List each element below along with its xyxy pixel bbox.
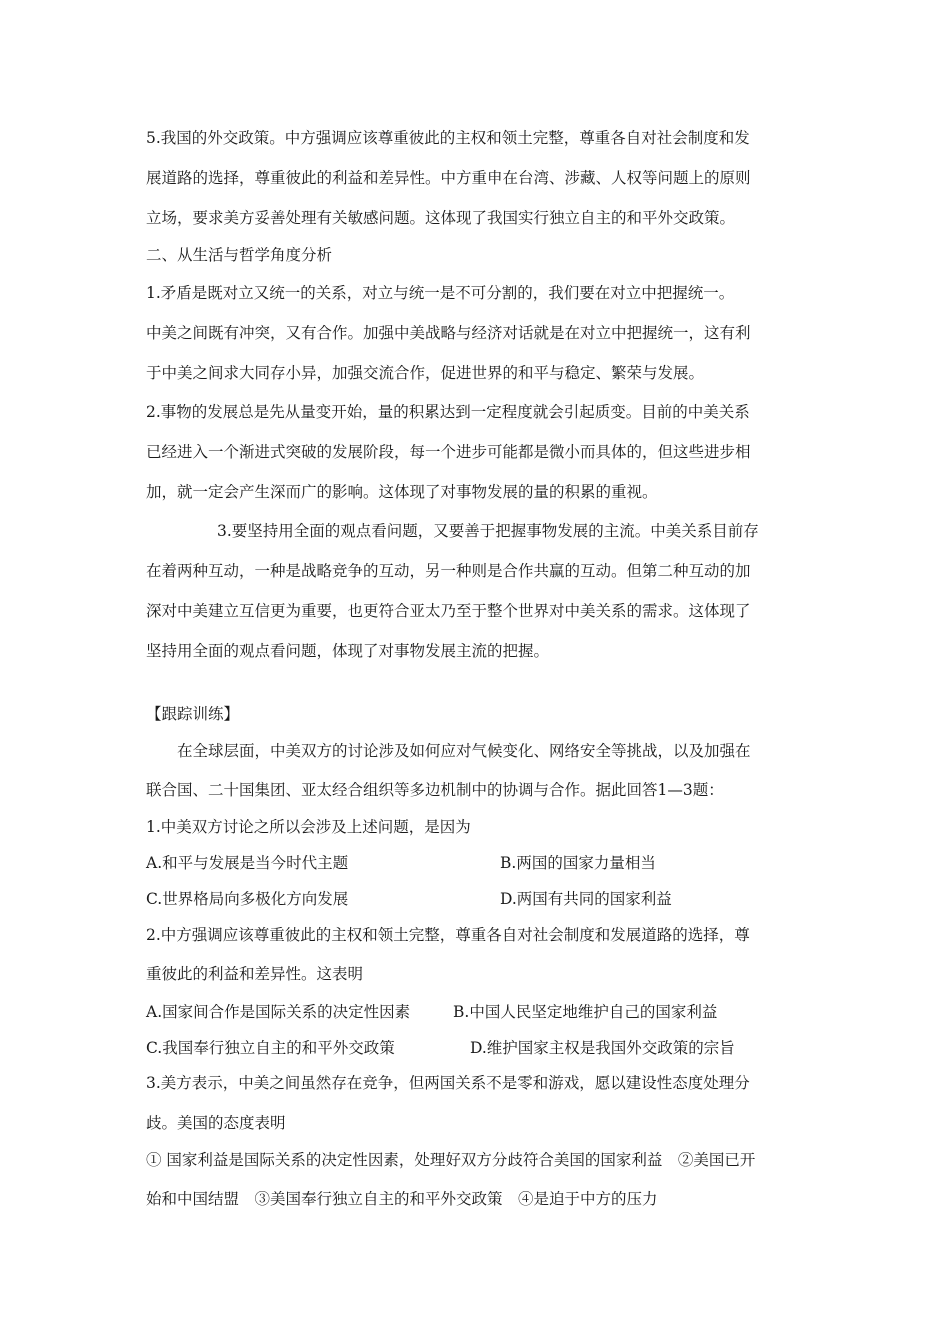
- statement-line: ① 国家利益是国际关系的决定性因素，处理好双方分歧符合美国的国家利益 ②美国已开: [146, 1151, 756, 1169]
- paragraph-line: 在着两种互动，一种是战略竞争的互动，另一种则是合作共赢的互动。但第二种互动的加: [146, 562, 751, 580]
- paragraph-line: 在全球层面，中美双方的讨论涉及如何应对气候变化、网络安全等挑战，以及加强在: [177, 742, 751, 760]
- paragraph-line: 坚持用全面的观点看问题，体现了对事物发展主流的把握。: [146, 642, 550, 660]
- question-stem: 重彼此的利益和差异性。这表明: [146, 965, 364, 983]
- q1-option-c: C.世界格局向多极化方向发展: [146, 890, 349, 908]
- paragraph-line: 立场，要求美方妥善处理有关敏感问题。这体现了我国实行独立自主的和平外交政策。: [146, 209, 736, 227]
- section-heading: 二、从生活与哲学角度分析: [146, 246, 333, 264]
- paragraph-line: 中美之间既有冲突，又有合作。加强中美战略与经济对话就是在对立中把握统一，这有利: [146, 324, 751, 342]
- question-stem: 1.中美双方讨论之所以会涉及上述问题，是因为: [146, 818, 471, 836]
- q1-option-a: A.和平与发展是当今时代主题: [146, 854, 349, 872]
- paragraph-line: 1.矛盾是既对立又统一的关系，对立与统一是不可分割的，我们要在对立中把握统一。: [146, 284, 735, 302]
- statement-line: 始和中国结盟 ③美国奉行独立自主的和平外交政策 ④是迫于中方的压力: [146, 1190, 658, 1208]
- q1-option-d: D.两国有共同的国家利益: [500, 890, 672, 908]
- q1-option-b: B.两国的国家力量相当: [500, 854, 656, 872]
- q2-option-b: B.中国人民坚定地维护自己的国家利益: [453, 1003, 718, 1021]
- q2-option-d: D.维护国家主权是我国外交政策的宗旨: [470, 1039, 735, 1057]
- q2-option-a: A.国家间合作是国际关系的决定性因素: [146, 1003, 411, 1021]
- question-stem: 歧。美国的态度表明: [146, 1114, 286, 1132]
- paragraph-line: 于中美之间求大同存小异，加强交流合作，促进世界的和平与稳定、繁荣与发展。: [146, 364, 705, 382]
- paragraph-line: 5.我国的外交政策。中方强调应该尊重彼此的主权和领土完整，尊重各自对社会制度和发: [146, 129, 750, 147]
- paragraph-line: 加，就一定会产生深而广的影响。这体现了对事物发展的量的积累的重视。: [146, 483, 658, 501]
- paragraph-line: 联合国、二十国集团、亚太经合组织等多边机制中的协调与合作。据此回答1—3题：: [146, 781, 724, 799]
- question-stem: 2.中方强调应该尊重彼此的主权和领土完整，尊重各自对社会制度和发展道路的选择，尊: [146, 926, 750, 944]
- question-stem: 3.美方表示，中美之间虽然存在竞争，但两国关系不是零和游戏，愿以建设性态度处理分: [146, 1074, 750, 1092]
- paragraph-line: 2.事物的发展总是先从量变开始，量的积累达到一定程度就会引起质变。目前的中美关系: [146, 403, 750, 421]
- paragraph-line: 3.要坚持用全面的观点看问题，又要善于把握事物发展的主流。中美关系目前存: [217, 522, 759, 540]
- paragraph-line: 展道路的选择，尊重彼此的利益和差异性。中方重申在台湾、涉藏、人权等问题上的原则: [146, 169, 751, 187]
- section-heading: 【跟踪训练】: [146, 705, 240, 723]
- paragraph-line: 已经进入一个渐进式突破的发展阶段，每一个进步可能都是微小而具体的，但这些进步相: [146, 443, 751, 461]
- q2-option-c: C.我国奉行独立自主的和平外交政策: [146, 1039, 395, 1057]
- paragraph-line: 深对中美建立互信更为重要，也更符合亚太乃至于整个世界对中美关系的需求。这体现了: [146, 602, 751, 620]
